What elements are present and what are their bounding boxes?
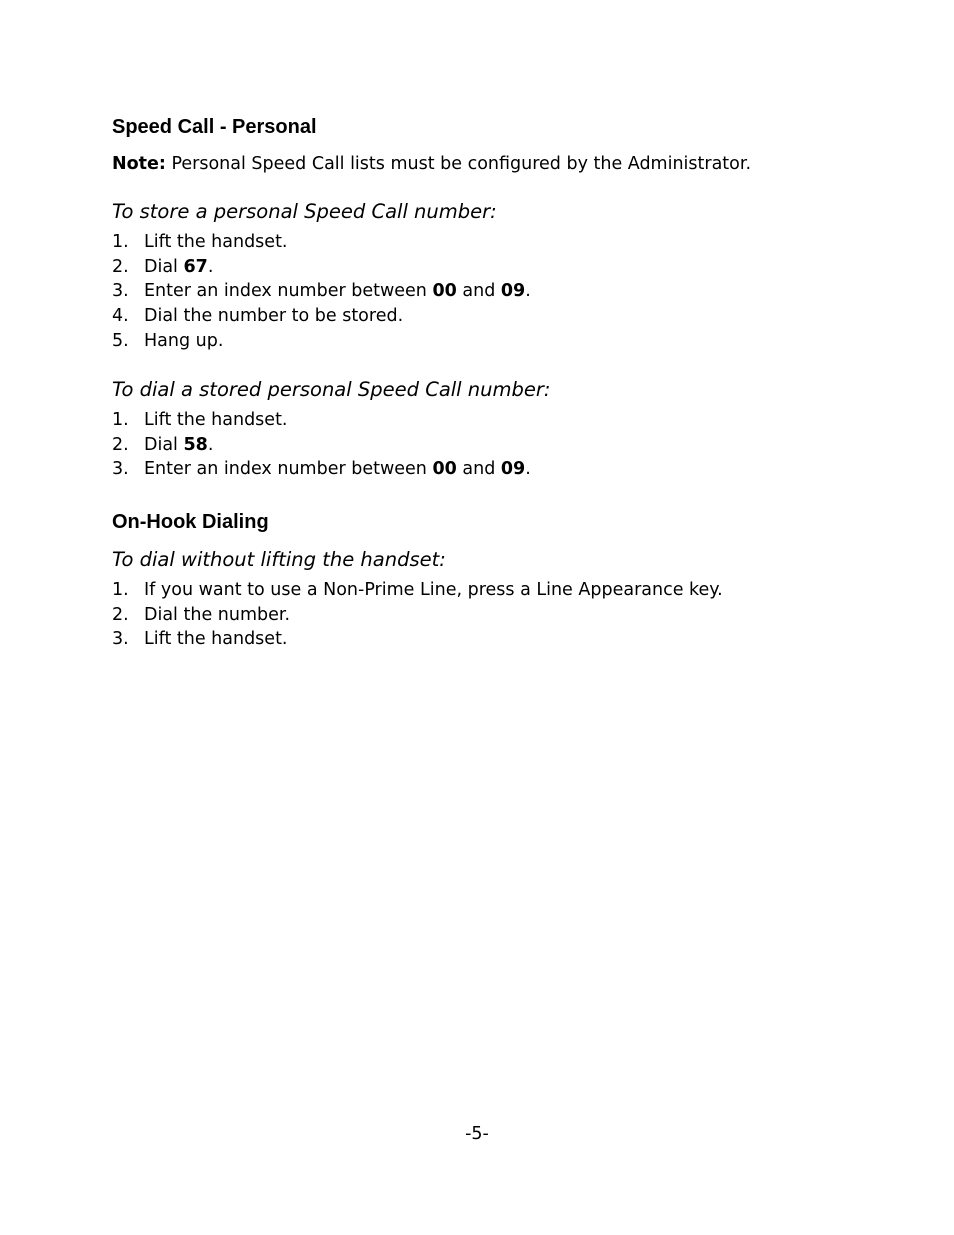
step-bold-value: 58 [183, 434, 208, 455]
step-number: 2. [112, 604, 129, 625]
step-text-part: . [207, 256, 214, 277]
step-text-part: If you want to use a Non-Prime Line, press a Line Appearance key. [144, 580, 723, 600]
step-text-part: . [525, 459, 531, 480]
step-text-part: Lift the handset. [144, 629, 288, 650]
speed-call-heading: Speed Call - Personal [112, 116, 317, 138]
step-number: 4. [112, 306, 129, 327]
note-text: Personal Speed Call lists must be configured by the Administrator. [165, 154, 752, 174]
step-number: 3. [112, 281, 129, 302]
step-number: 1. [112, 580, 129, 600]
step-text-part: . [525, 281, 531, 302]
step-text [144, 578, 723, 603]
step-text [144, 457, 531, 482]
step-bold-value: 09 [500, 459, 526, 480]
list-item [112, 433, 531, 458]
dial-speed-call-title: To dial a stored personal Speed Call number: [112, 378, 551, 401]
list-item [112, 279, 531, 304]
step-bold-value: 00 [432, 281, 457, 302]
step-text-part: Dial [144, 256, 184, 277]
step-text-part: Dial the number to be stored. [144, 306, 404, 327]
step-text-part: and [456, 281, 501, 302]
store-steps-list [112, 230, 531, 354]
store-speed-call-title: To store a personal Speed Call number: [112, 200, 497, 223]
step-text-part: Lift the handset. [144, 410, 288, 430]
list-item [112, 304, 531, 329]
step-number: 1. [112, 232, 129, 252]
dial-steps-list [112, 408, 531, 482]
step-number: 2. [112, 434, 129, 455]
step-text [144, 230, 288, 255]
step-text-part: Enter an index number between [144, 459, 433, 480]
list-item [112, 603, 723, 628]
step-text-part: Enter an index number between [144, 281, 433, 302]
step-number: 3. [112, 629, 129, 650]
step-bold-value: 67 [183, 256, 208, 277]
list-item [112, 230, 531, 255]
step-bold-value: 00 [432, 459, 457, 480]
step-text [144, 408, 288, 433]
step-text-part: and [456, 459, 501, 480]
step-number: 1. [112, 410, 129, 430]
step-number: 5. [112, 330, 129, 351]
list-item [112, 627, 723, 652]
list-item [112, 408, 531, 433]
step-text [144, 627, 288, 652]
note-label: Note: [112, 154, 166, 174]
step-text [144, 433, 213, 458]
step-bold-value: 09 [500, 281, 526, 302]
step-text-part: Lift the handset. [144, 232, 288, 252]
list-item [112, 255, 531, 280]
step-text-part: . [207, 434, 214, 455]
on-hook-title: To dial without lifting the handset: [112, 548, 446, 571]
step-text [144, 603, 290, 628]
step-text-part: Dial [144, 434, 184, 455]
list-item [112, 457, 531, 482]
step-text [144, 304, 403, 329]
step-text-part: Hang up. [144, 330, 224, 351]
step-text-part: Dial the number. [144, 604, 291, 625]
on-hook-heading: On-Hook Dialing [112, 511, 269, 533]
step-number: 2. [112, 256, 129, 277]
step-number: 3. [112, 459, 129, 480]
step-text [144, 279, 531, 304]
list-item [112, 578, 723, 603]
step-text [144, 329, 223, 354]
page-number: -5- [465, 1124, 489, 1144]
list-item [112, 329, 531, 354]
on-hook-steps-list [112, 578, 723, 652]
step-text [144, 255, 213, 280]
note-paragraph [112, 152, 751, 176]
